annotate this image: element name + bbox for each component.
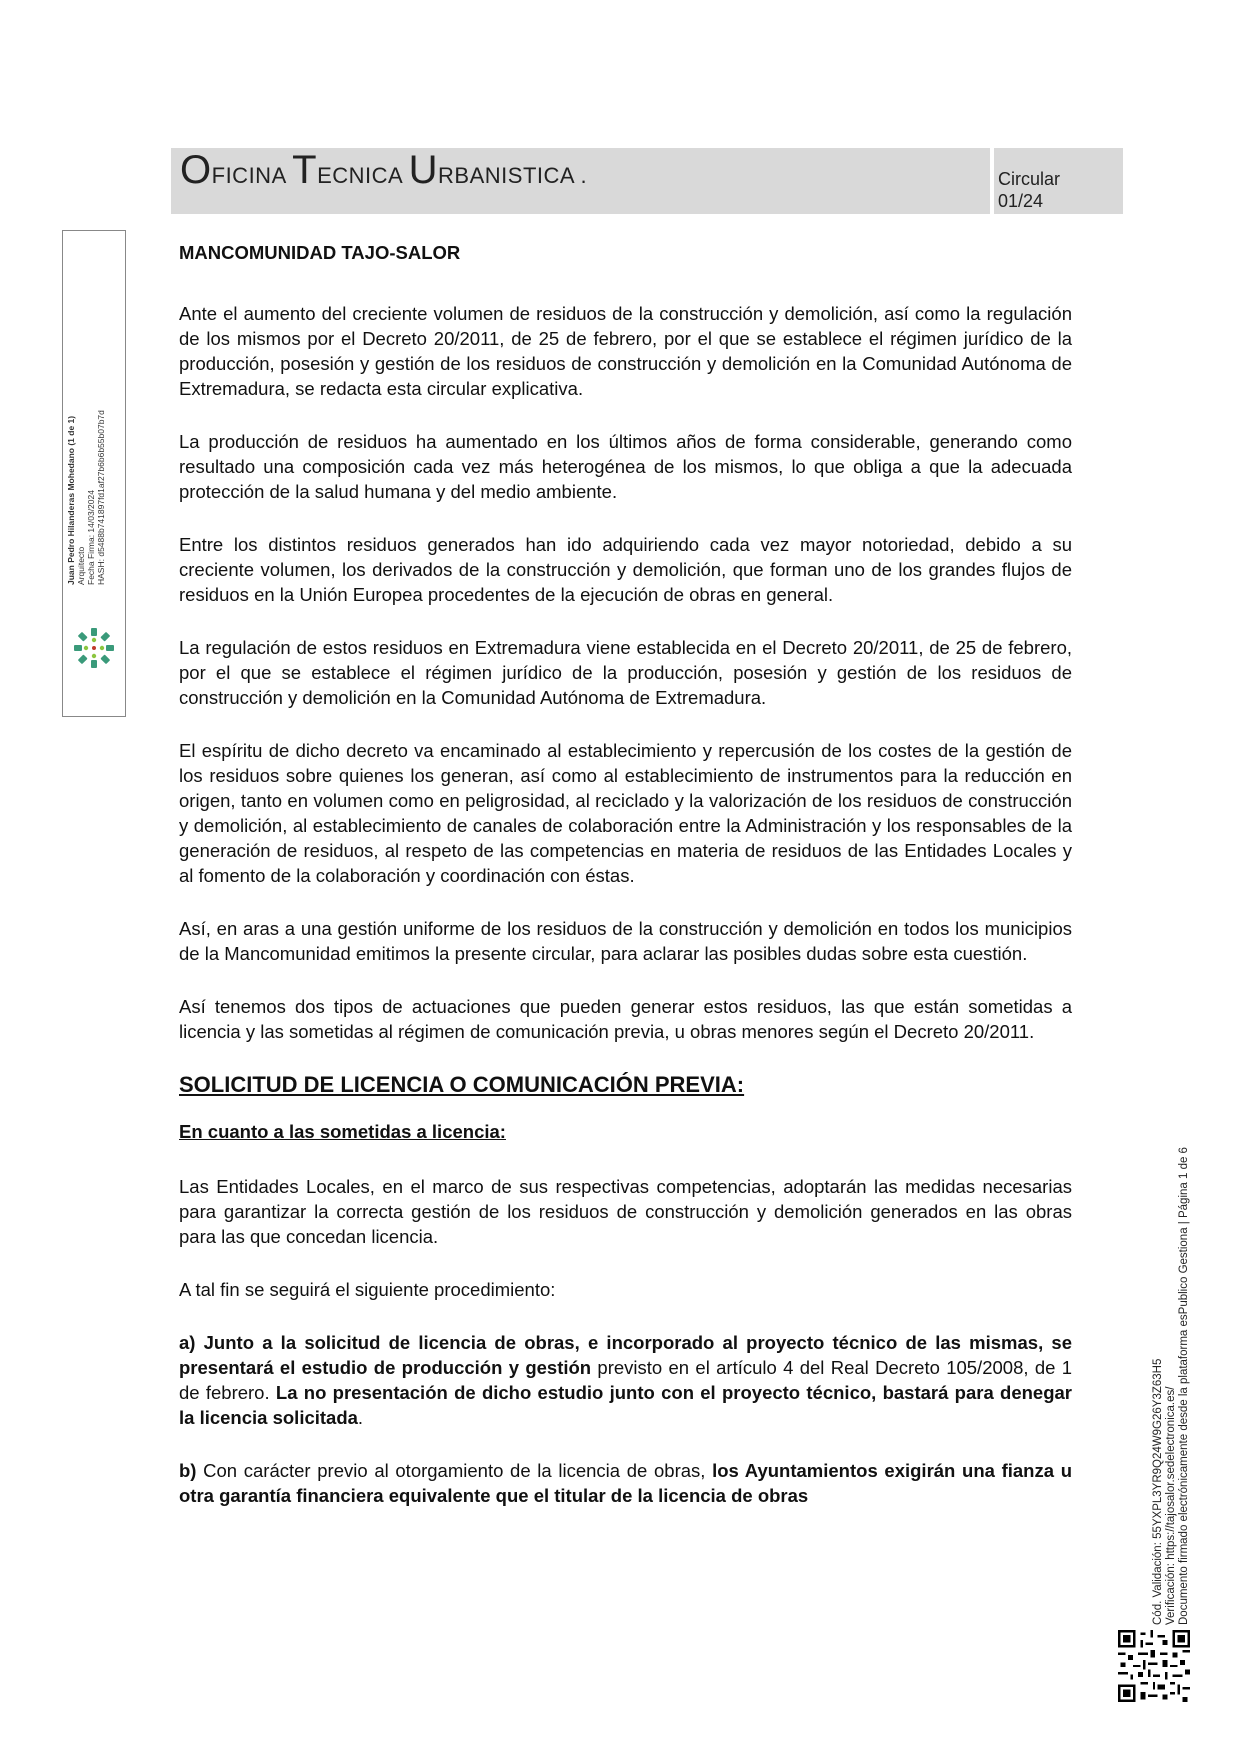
signature-text (66, 365, 106, 585)
qr-code-icon (1118, 1630, 1190, 1702)
circular-number: 01/24 (998, 191, 1044, 211)
title-initial-o: O (180, 148, 212, 192)
paragraph-6: Así, en aras a una gestión uniforme de los residuos de la construcción y demolición en todos los municipios de la Mancomunidad emitimos la presente circular, para aclarar las posibles dudas sobre esta cuestión. (179, 918, 1072, 964)
signed-document-note: Documento firmado electrónicamente desde la plataforma esPublico Gestiona | Página 1 de 6 (1178, 1147, 1190, 1625)
signature-date: Fecha Firma: 14/03/2024 (86, 490, 96, 585)
signer-role: Arquitecto (76, 546, 86, 585)
verification-url: Verificación: https://tajosalor.sedelectronica.es/ (1165, 1386, 1177, 1625)
circular-label (998, 168, 1060, 212)
paragraph-2: La producción de residuos ha aumentado en los últimos años de forma considerable, generando como resultado una composición cada vez más heterogénea de los mismos, lo que obliga a que la adecuada protección de la salud humana y del medio ambiente. (179, 431, 1072, 502)
validation-text (1152, 1147, 1191, 1625)
document-body (179, 240, 1072, 1536)
signature-seal-icon (72, 626, 116, 670)
office-title (180, 150, 587, 190)
paragraph-7: Así tenemos dos tipos de actuaciones que pueden generar estos residuos, las que están sometidas a licencia y las sometidas al régimen de comunicación previa, u obras menores según el Decreto 20/2011. (179, 996, 1072, 1042)
header-separator (990, 148, 994, 214)
paragraph-1: Ante el aumento del creciente volumen de residuos de la construcción y demolición, así como la regulación de los mismos por el Decreto 20/2011, de 25 de febrero, por el que se establece el régimen jurídico de la producción, posesión y gestión de los residuos de construcción y demolición en la Comunidad Autónoma de Extremadura, se redacta esta circular explicativa. (179, 303, 1072, 399)
title-initial-u: U (408, 148, 439, 192)
subsection-title: En cuanto a las sometidas a licencia: (179, 1121, 506, 1142)
organization-name: MANCOMUNIDAD TAJO-SALOR (179, 242, 461, 263)
paragraph-b-bold-2: los Ayuntamientos exigirán una fianza u otra garantía financiera equivalente que el titular de la licencia de obras (179, 1460, 1072, 1506)
title-rest-urbanistica: RBANISTICA . (438, 163, 588, 188)
paragraph-5: El espíritu de dicho decreto va encaminado al establecimiento y repercusión de los costes de la gestión de los residuos sobre quienes los generan, así como al establecimiento de instrumentos para la reducción en origen, tanto en volumen como en peligrosidad, al reciclado y la valorización de los residuos de construcción y demolición, al establecimiento de canales de colaboración entre la Administración y los responsables de la generación de residuos, al respeto de las competencias en materia de residuos de las Entidades Locales y al fomento de la colaboración y coordinación con éstas. (179, 740, 1072, 886)
circular-word: Circular (998, 169, 1061, 189)
paragraph-a-bold-2: La no presentación de dicho estudio junto con el proyecto técnico, bastará para denegar la licencia solicitada (179, 1382, 1072, 1428)
title-initial-t: T (292, 148, 318, 192)
section-title: SOLICITUD DE LICENCIA O COMUNICACIÓN PREVIA: (179, 1072, 745, 1097)
validation-code: Cód. Validación: 55YXPL3YR9Q24W9G26Y3Z63H5 (1152, 1358, 1164, 1625)
title-rest-tecnica: ECNICA (317, 163, 403, 188)
paragraph-3: Entre los distintos residuos generados han ido adquiriendo cada vez mayor notoriedad, debido a su creciente volumen, los derivados de la construcción y demolición, que forman uno de los grandes flujos de residuos en la Unión Europea procedentes de la ejecución de obras en general. (179, 534, 1072, 605)
signer-name: Juan Pedro Hilanderas Mohedano (1 de 1) (66, 415, 76, 585)
signature-hash: HASH: d5488b741897fd1af27b6b6b55b07b7d (96, 410, 106, 585)
paragraph-b-text-1: Con carácter previo al otorgamiento de la licencia de obras, (196, 1460, 713, 1481)
paragraph-8: Las Entidades Locales, en el marco de sus respectivas competencias, adoptarán las medidas necesarias para garantizar la correcta gestión de los residuos de construcción y demolición generados en las obras para las que concedan licencia. (179, 1176, 1072, 1247)
paragraph-a-bold-1: a) Junto a la solicitud de licencia de obras, e incorporado al proyecto técnico de las mismas, se presentará el estudio de producción y gestión (179, 1332, 1072, 1378)
paragraph-4: La regulación de estos residuos en Extremadura viene establecida en el Decreto 20/2011, de 25 de febrero, por el que se establece el régimen jurídico de la producción, posesión y gestión de los residuos de construcción y demolición en la Comunidad Autónoma de Extremadura. (179, 637, 1072, 708)
paragraph-a-text-1: previsto en el artículo 4 del Real Decreto 105/2008, de 1 de febrero. (179, 1357, 1072, 1403)
title-rest-oficina: FICINA (211, 163, 286, 188)
paragraph-9: A tal fin se seguirá el siguiente procedimiento: (179, 1279, 556, 1300)
paragraph-a-text-2: . (357, 1407, 364, 1428)
paragraph-a (179, 1330, 1072, 1430)
paragraph-b (179, 1458, 1072, 1508)
paragraph-b-bold-1: b) (179, 1460, 197, 1481)
